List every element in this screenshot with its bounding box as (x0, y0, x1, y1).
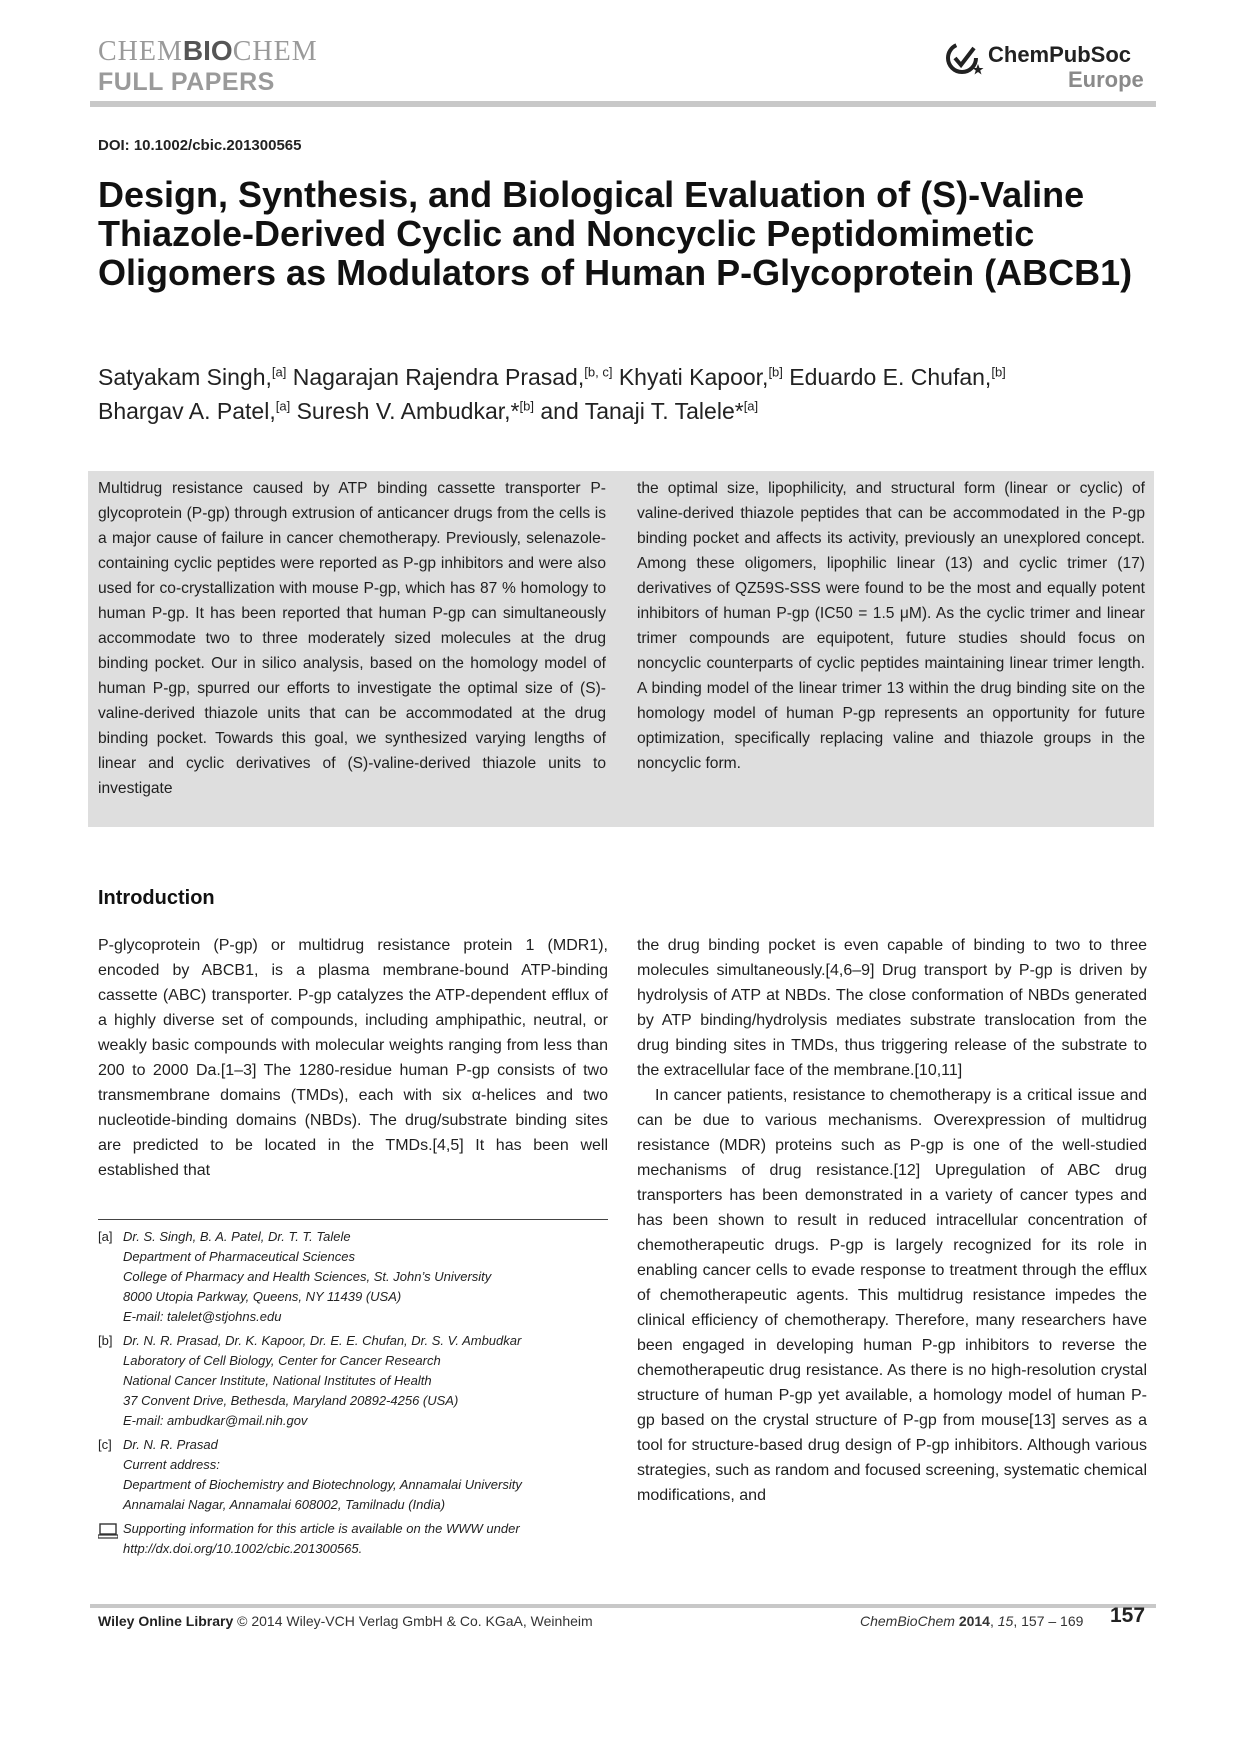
abstract-right-column: the optimal size, lipophilicity, and structural form (linear or cyclic) of valine-derived thiazole peptides that can be accommodated in the P-gp binding pocket and affects its activity, previously an unexplored concept. Among these oligomers, lipophilic linear (13) and cyclic trimer (17) derivatives of QZ59S-SSS were found to be the most and equally potent inhibitors of human P-gp (IC50 = 1.5 μM). As the cyclic trimer and linear trimer compounds are equipotent, future studies should focus on noncyclic counterparts of cyclic peptides maintaining linear trimer length. A binding model of the linear trimer 13 within the drug binding site on the homology model of human P-gp represents an opportunity for future optimization, specifically replacing valine and thiazole groups in the noncyclic form. (637, 480, 1145, 772)
journal-name: CHEMBIOCHEM (98, 35, 318, 67)
intro-left-column (98, 933, 608, 1183)
supporting-info-note: Supporting information for this article is available on the WWW under http://dx.doi.org/10.1002/cbic.201300565. (98, 1519, 608, 1559)
footer-citation: ChemBioChem 2014, 15, 157 – 169 (860, 1613, 1084, 1629)
publisher-name: ChemPubSoc (988, 42, 1132, 67)
paragraph: P-glycoprotein (P-gp) or multidrug resistance protein 1 (MDR1), encoded by ABCB1, is a plasma membrane-bound ATP-binding cassette (ABC) transporter. P-gp catalyzes the ATP-dependent efflux of a highly diverse set of compounds, including amphipathic, neutral, or weakly basic compounds with molecular weights ranging from less than 200 to 2000 Da.[1–3] The 1280-residue human P-gp consists of two transmembrane domains (TMDs), each with six α-helices and two nucleotide-binding domains (NBDs). The drug/substrate binding sites are predicted to be located in the TMDs.[4,5] It has been well established that (98, 937, 608, 1179)
author: Bhargav A. Patel,[a] (98, 398, 291, 425)
footnote-b: [b] Dr. N. R. Prasad, Dr. K. Kapoor, Dr. E. E. Chufan, Dr. S. V. Ambudkar Laboratory of Cell Biology, Center for Cancer Research National Cancer Institute, National Institutes of Health 37 Convent Drive, Bethesda, Maryland 20892-4256 (USA) E-mail: ambudkar@mail.nih.gov (98, 1331, 608, 1431)
author: Suresh V. Ambudkar,*[b] (296, 398, 534, 425)
publisher-logo[interactable] (944, 38, 1164, 98)
supporting-info-link[interactable]: http://dx.doi.org/10.1002/cbic.201300565. (123, 1541, 363, 1556)
email-link[interactable]: E-mail: ambudkar@mail.nih.gov (123, 1413, 308, 1428)
author: Eduardo E. Chufan,[b] (789, 363, 1006, 390)
wiley-online-library-link[interactable]: Wiley Online Library (98, 1613, 234, 1629)
footnote-c: [c] Dr. N. R. Prasad Current address: Department of Biochemistry and Biotechnology, Annamalai University Annamalai Nagar, Annamalai 608002, Tamilnadu (India) (98, 1437, 522, 1512)
page-number: 157 (1110, 1604, 1146, 1627)
publisher-region: Europe (1068, 67, 1144, 92)
footnotes (98, 1227, 608, 1563)
section-heading: Introduction (98, 887, 215, 909)
intro-right-column (637, 933, 1147, 1508)
section-label: FULL PAPERS (98, 68, 275, 96)
header-rule (90, 101, 1156, 107)
abstract-left-column: Multidrug resistance caused by ATP binding cassette transporter P-glycoprotein (P-gp) through extrusion of anticancer drugs from the cells is a major cause of failure in cancer chemotherapy. Previously, selenazole-containing cyclic peptides were reported as P-gp inhibitors and were also used for co-crystallization with mouse P-gp, which has 87 % homology to human P-gp. It has been reported that human P-gp can simultaneously accommodate two to three moderately sized molecules at the drug binding pocket. Our in silico analysis, based on the homology model of human P-gp, spurred our efforts to investigate the optimal size of (S)-valine-derived thiazole units that can be accommodated at the drug binding pocket. Towards this goal, we synthesized varying lengths of linear and cyclic derivatives of (S)-valine-derived thiazole units to investigate (98, 480, 606, 797)
author: Khyati Kapoor,[b] (618, 363, 783, 390)
paragraph: In cancer patients, resistance to chemotherapy is a critical issue and can be due to various mechanisms. Overexpression of multidrug resistance (MDR) proteins such as P-gp is one of the well-studied mechanisms of drug resistance.[12] Upregulation of ABC drug transporters has been demonstrated in a variety of cancer types and has been shown to result in reduced intracellular concentration of chemotherapeutic drugs. P-gp is largely recognized for its role in enabling cancer cells to evade response to treatment through the efflux of chemotherapeutic agents. This multidrug resistance impedes the clinical efficiency of chemotherapy. Therefore, many researchers have been engaged in developing human P-gp inhibitors to reverse the chemotherapeutic drug resistance. As there is no high-resolution crystal structure of human P-gp yet available, a homology model of human P-gp based on the crystal structure of P-gp from mouse[13] serves as a tool for structure-based drug design of P-gp inhibitors. Although various strategies, such as random and focused screening, systematic chemical modifications, and (637, 1087, 1147, 1504)
author-list (98, 357, 1158, 426)
chempubsoc-logo-icon (944, 38, 984, 78)
computer-icon (98, 1523, 118, 1539)
footer-rule (90, 1604, 1156, 1608)
author: Nagarajan Rajendra Prasad,[b, c] (292, 363, 613, 390)
footnote-a: [a] Dr. S. Singh, B. A. Patel, Dr. T. T. Talele Department of Pharmaceutical Sciences College of Pharmacy and Health Sciences, St. John’s University 8000 Utopia Parkway, Queens, NY 11439 (USA) E-mail: talelet@stjohns.edu (98, 1227, 608, 1327)
paragraph: the drug binding pocket is even capable of binding to two to three molecules simultaneously.[4,6–9] Drug transport by P-gp is driven by hydrolysis of ATP at NBDs. The close conformation of NBDs generated by ATP binding/hydrolysis mediates substrate translocation from the drug binding sites in TMDs, thus triggering release of the substrate to the extracellular face of the membrane.[10,11] (637, 937, 1147, 1079)
article-title: Design, Synthesis, and Biological Evaluation of (S)-Valine Thiazole-Derived Cyclic and Noncyclic Peptidomimetic Oligomers as Modulators of Human P-Glycoprotein (ABCB1) (98, 174, 1133, 293)
author: and Tanaji T. Talele*[a] (540, 398, 759, 425)
footnote-rule (98, 1219, 608, 1220)
footer-left: Wiley Online Library © 2014 Wiley-VCH Verlag GmbH & Co. KGaA, Weinheim (98, 1613, 593, 1629)
doi-label[interactable]: DOI: 10.1002/cbic.201300565 (98, 137, 302, 154)
email-link[interactable]: E-mail: talelet@stjohns.edu (123, 1309, 282, 1324)
author: Satyakam Singh,[a] (98, 363, 287, 390)
